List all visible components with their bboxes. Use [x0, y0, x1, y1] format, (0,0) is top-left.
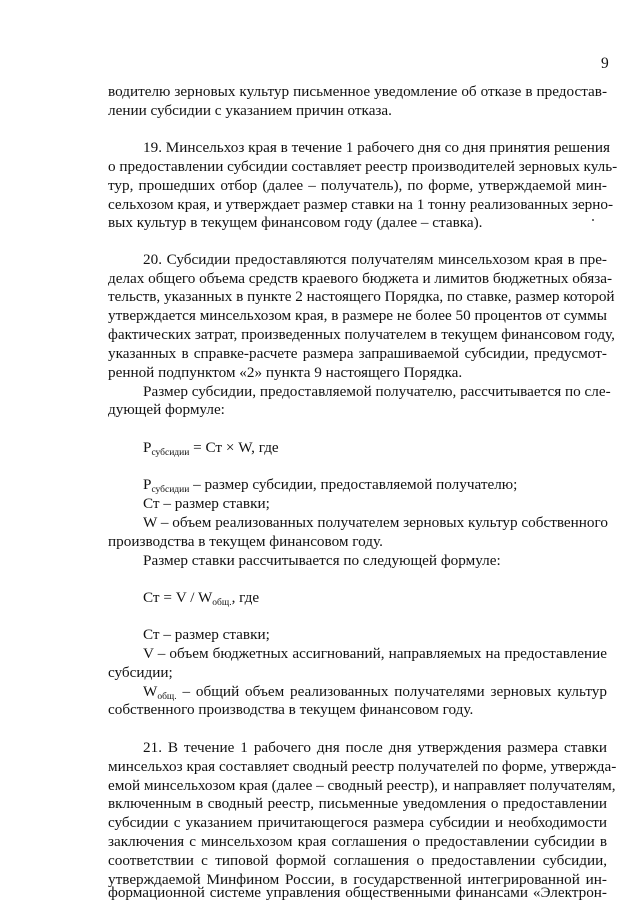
paragraph-19-line: 19. Минсельхоз края в течение 1 рабочего дня со дня принятия решения	[143, 139, 610, 156]
paragraph-19-line: вых культур в текущем финансовом году (далее – ставка).	[108, 214, 483, 231]
paragraph-19-line: сельхозом края, и утверждает размер ставки на 1 тонну реализованных зерно-	[108, 196, 614, 213]
definition-line: субсидии;	[108, 664, 173, 681]
paragraph-21-line: включенным в сводный реестр, письменные уведомления о предоставлении	[108, 795, 607, 812]
paragraph-20-line: указанных в справке-расчете размера запрашиваемой субсидии, предусмот-	[108, 345, 607, 362]
paragraph-21-line: емой минсельхозом края (далее – сводный реестр), и направляет получателям,	[108, 777, 616, 794]
paragraph-21-line: минсельхоз края составляет сводный реестр получателей по форме, утвержда-	[108, 758, 617, 775]
text-line: водителю зерновых культур письменное уведомление об отказе в предостав-	[108, 83, 607, 100]
definition-line: V – объем бюджетных ассигнований, направляемых на предоставление	[143, 645, 607, 662]
formula-subsidy: $Р_{субсидии}$ = Ст × W, где	[143, 439, 279, 458]
paragraph-19-line: о предоставлении субсидии составляет реестр производителей зерновых куль-	[108, 158, 618, 175]
definition-line: $Р_{субсидии}$ – размер субсидии, предоставляемой получателю;	[143, 476, 518, 495]
definition-line: Ст – размер ставки;	[143, 626, 270, 643]
paragraph-19-line: тур, прошедших отбор (далее – получатель), по форме, утверждаемой мин-	[108, 177, 607, 194]
definition-line: производства в текущем финансовом году.	[108, 533, 383, 550]
paragraph-21-line: субсидии с указанием причитающегося размера субсидии и необходимости	[108, 814, 607, 831]
paragraph-20-line: дующей формуле:	[108, 401, 225, 418]
definition-line: собственного производства в текущем финансовом году.	[108, 701, 474, 718]
formula-rate: Ст = V / $W_{общ.}$, где	[143, 589, 260, 608]
paragraph-20-line: фактических затрат, произведенных получателем в текущем финансовом году,	[108, 326, 615, 343]
paragraph-20-line: утверждается минсельхозом края, в размере не более 50 процентов от суммы	[108, 307, 607, 324]
definition-line: Ст – размер ставки;	[143, 495, 270, 512]
text-line: Размер ставки рассчитывается по следующей формуле:	[143, 552, 501, 569]
page-number: 9	[601, 55, 609, 72]
paragraph-20-line: тельств, указанных в пункте 2 настоящего Порядка, по ставке, размер которой	[108, 288, 615, 305]
paragraph-21-line: соответствии с типовой формой соглашения о предоставлении субсидии,	[108, 852, 607, 869]
definition-line: $W_{общ.}$ – общий объем реализованных получателями зерновых культур	[143, 683, 607, 702]
paragraph-21-line: 21. В течение 1 рабочего дня после дня утверждения размера ставки	[143, 739, 607, 756]
paragraph-21-line: заключения с минсельхозом края соглашения о предоставлении субсидии в	[108, 833, 607, 850]
paragraph-20-line: Размер субсидии, предоставляемой получателю, рассчитывается по сле-	[143, 383, 611, 400]
paragraph-20-line: ренной подпунктом «2» пункта 9 настоящего Порядка.	[108, 364, 463, 381]
paragraph-20-line: 20. Субсидии предоставляются получателям минсельхозом края в пре-	[143, 251, 607, 268]
paragraph-21-line: утверждаемой Минфином России, в государственной интегрированной ин-	[108, 871, 607, 888]
definition-line: W – объем реализованных получателем зерновых культур собственного	[143, 514, 608, 531]
paragraph-21-line: формационной системе управления общественными финансами «Электрон-	[108, 884, 607, 901]
text-line: лении субсидии с указанием причин отказа.	[108, 102, 392, 119]
paragraph-20-line: делах общего объема средств краевого бюджета и лимитов бюджетных обяза-	[108, 270, 613, 287]
